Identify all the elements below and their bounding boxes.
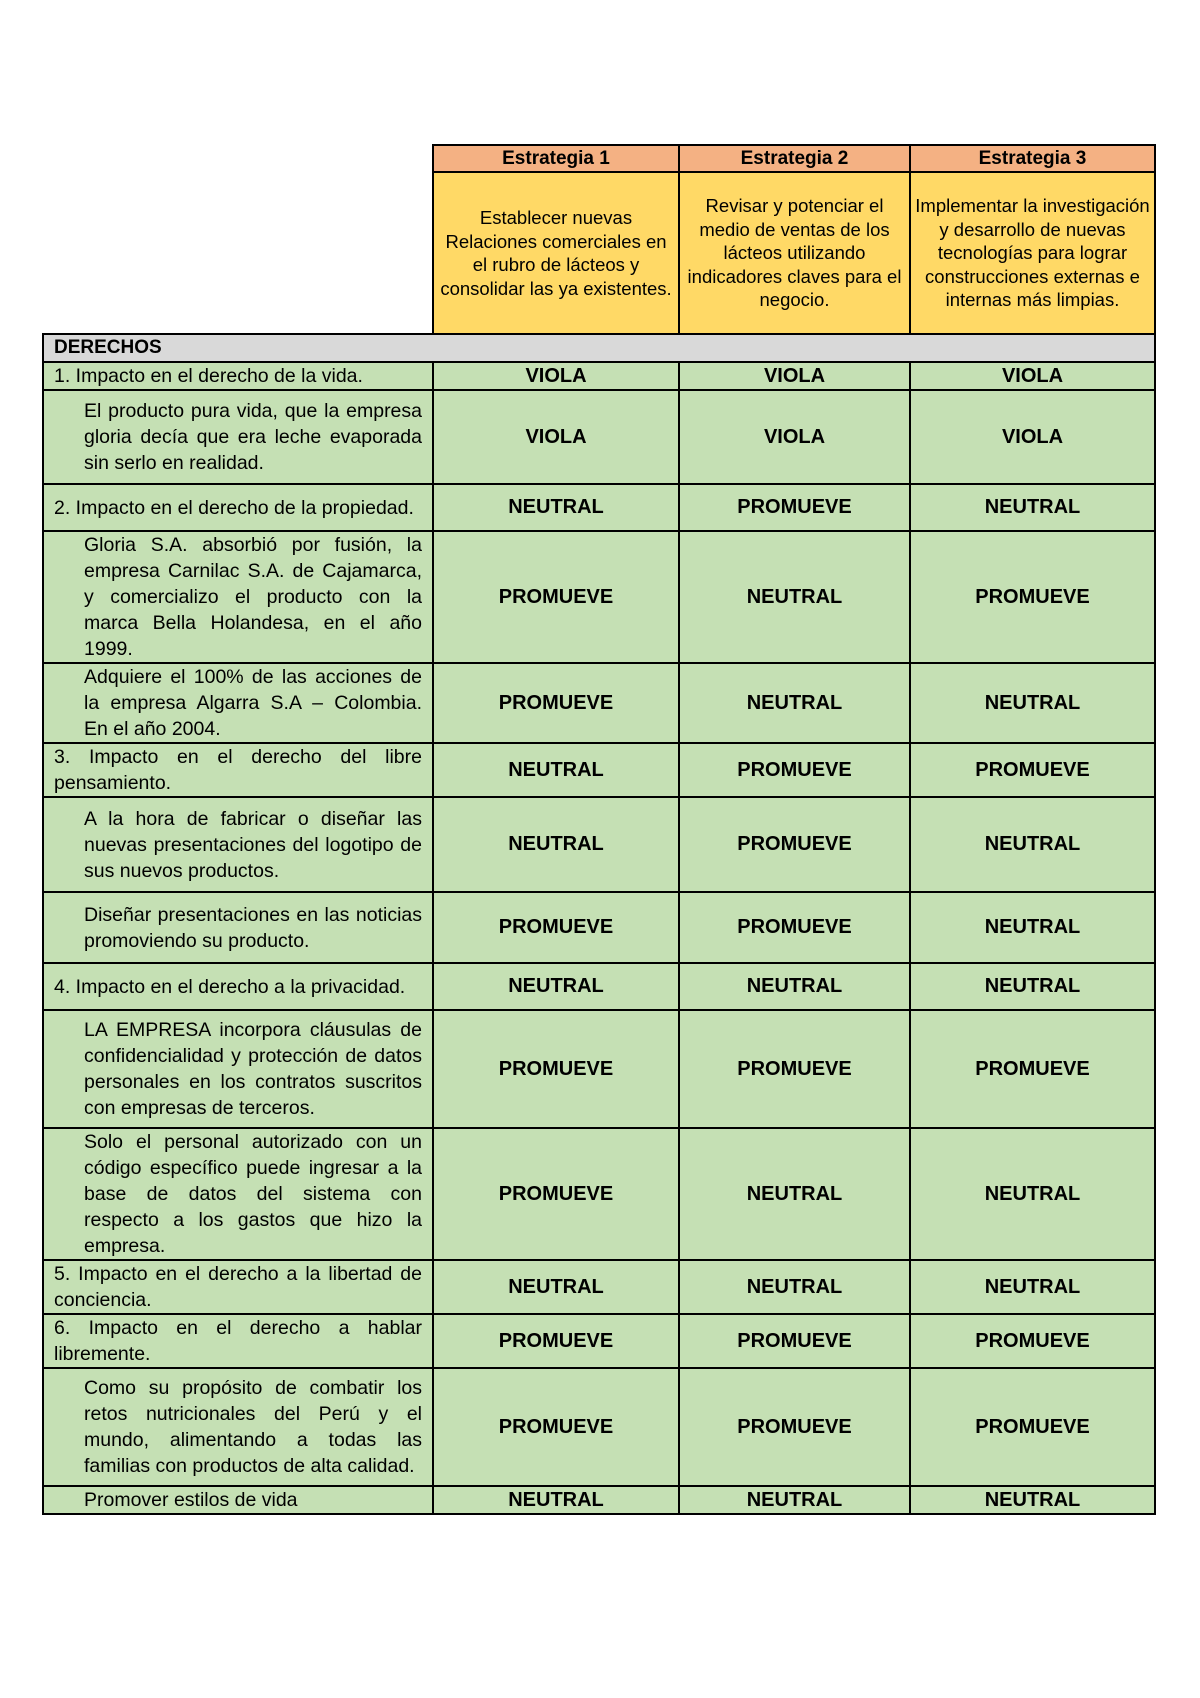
table-row (43, 892, 1155, 963)
strategy-1-assessment: PROMUEVE (433, 531, 679, 663)
strategy-2-assessment: PROMUEVE (679, 1368, 910, 1486)
strategy-2-title: Estrategia 2 (679, 145, 910, 172)
row-right-label: 4. Impacto en el derecho a la privacidad. (43, 963, 433, 1010)
strategy-2-assessment: NEUTRAL (679, 1260, 910, 1314)
section-header-row (43, 334, 1155, 362)
table-row (43, 1128, 1155, 1260)
strategy-1-assessment: PROMUEVE (433, 1010, 679, 1128)
row-detail-label: Gloria S.A. absorbió por fusión, la empresa Carnilac S.A. de Cajamarca, y comercializo el producto con la marca Bella Holandesa, en el año 1999. (43, 531, 433, 663)
row-right-label: 3. Impacto en el derecho del libre pensamiento. (43, 743, 433, 797)
strategy-3-assessment: NEUTRAL (910, 892, 1155, 963)
table-row (43, 1260, 1155, 1314)
strategy-title-row (43, 145, 1155, 172)
empty-corner-cell (43, 145, 433, 334)
table-row (43, 531, 1155, 663)
row-right-label: 1. Impacto en el derecho de la vida. (43, 362, 433, 390)
strategy-2-assessment: PROMUEVE (679, 743, 910, 797)
table-row (43, 1010, 1155, 1128)
row-detail-label: Como su propósito de combatir los retos nutricionales del Perú y el mundo, alimentando a todas las familias con productos de alta calidad. (43, 1368, 433, 1486)
strategy-3-assessment: PROMUEVE (910, 1368, 1155, 1486)
strategy-3-assessment: NEUTRAL (910, 1260, 1155, 1314)
strategy-2-assessment: PROMUEVE (679, 797, 910, 892)
table-row (43, 1486, 1155, 1514)
strategy-1-assessment: NEUTRAL (433, 743, 679, 797)
table-row (43, 963, 1155, 1010)
strategy-1-assessment: PROMUEVE (433, 892, 679, 963)
strategy-3-assessment: NEUTRAL (910, 963, 1155, 1010)
strategy-2-assessment: NEUTRAL (679, 531, 910, 663)
strategy-2-assessment: VIOLA (679, 362, 910, 390)
row-detail-label: LA EMPRESA incorpora cláusulas de confidencialidad y protección de datos personales en los contratos suscritos con empresas de terceros. (43, 1010, 433, 1128)
section-title: DERECHOS (43, 334, 1155, 362)
rights-strategy-matrix (42, 144, 1156, 1515)
table-row (43, 390, 1155, 484)
strategy-3-assessment: VIOLA (910, 390, 1155, 484)
table-row (43, 484, 1155, 531)
table-row (43, 1314, 1155, 1368)
strategy-2-assessment: NEUTRAL (679, 963, 910, 1010)
strategy-1-title: Estrategia 1 (433, 145, 679, 172)
strategy-3-title: Estrategia 3 (910, 145, 1155, 172)
strategy-1-assessment: PROMUEVE (433, 1128, 679, 1260)
strategy-1-assessment: NEUTRAL (433, 1486, 679, 1514)
strategy-3-assessment: NEUTRAL (910, 484, 1155, 531)
strategy-2-assessment: NEUTRAL (679, 1128, 910, 1260)
table-row (43, 1368, 1155, 1486)
strategy-1-description: Establecer nuevas Relaciones comerciales en el rubro de lácteos y consolidar las ya existentes. (433, 172, 679, 334)
strategy-2-assessment: NEUTRAL (679, 1486, 910, 1514)
row-right-label: 6. Impacto en el derecho a hablar libremente. (43, 1314, 433, 1368)
row-detail-label: El producto pura vida, que la empresa gloria decía que era leche evaporada sin serlo en realidad. (43, 390, 433, 484)
strategy-1-assessment: PROMUEVE (433, 1314, 679, 1368)
table-row (43, 663, 1155, 743)
row-detail-label: Diseñar presentaciones en las noticias promoviendo su producto. (43, 892, 433, 963)
strategy-3-assessment: PROMUEVE (910, 1314, 1155, 1368)
strategy-1-assessment: NEUTRAL (433, 1260, 679, 1314)
strategy-3-assessment: NEUTRAL (910, 663, 1155, 743)
strategy-1-assessment: NEUTRAL (433, 963, 679, 1010)
strategy-3-assessment: NEUTRAL (910, 1128, 1155, 1260)
strategy-3-assessment: PROMUEVE (910, 531, 1155, 663)
row-right-label: 2. Impacto en el derecho de la propiedad. (43, 484, 433, 531)
strategy-2-description: Revisar y potenciar el medio de ventas de los lácteos utilizando indicadores claves para el negocio. (679, 172, 910, 334)
table-row (43, 743, 1155, 797)
strategy-1-assessment: PROMUEVE (433, 1368, 679, 1486)
strategy-3-assessment: NEUTRAL (910, 1486, 1155, 1514)
strategy-1-assessment: NEUTRAL (433, 797, 679, 892)
strategy-2-assessment: PROMUEVE (679, 1314, 910, 1368)
strategy-2-assessment: PROMUEVE (679, 484, 910, 531)
strategy-2-assessment: VIOLA (679, 390, 910, 484)
table-row (43, 797, 1155, 892)
strategy-3-assessment: PROMUEVE (910, 743, 1155, 797)
strategy-3-assessment: PROMUEVE (910, 1010, 1155, 1128)
row-detail-label: Solo el personal autorizado con un código específico puede ingresar a la base de datos del sistema con respecto a los gastos que hizo la empresa. (43, 1128, 433, 1260)
table-row (43, 362, 1155, 390)
strategy-3-assessment: NEUTRAL (910, 797, 1155, 892)
strategy-2-assessment: NEUTRAL (679, 663, 910, 743)
strategy-3-description: Implementar la investigación y desarrollo de nuevas tecnologías para lograr construcciones externas e internas más limpias. (910, 172, 1155, 334)
row-right-label: 5. Impacto en el derecho a la libertad de conciencia. (43, 1260, 433, 1314)
row-detail-label: Adquiere el 100% de las acciones de la empresa Algarra S.A – Colombia. En el año 2004. (43, 663, 433, 743)
row-detail-label: Promover estilos de vida (43, 1486, 433, 1514)
strategy-2-assessment: PROMUEVE (679, 1010, 910, 1128)
strategy-3-assessment: VIOLA (910, 362, 1155, 390)
row-detail-label: A la hora de fabricar o diseñar las nuevas presentaciones del logotipo de sus nuevos productos. (43, 797, 433, 892)
strategy-1-assessment: VIOLA (433, 362, 679, 390)
strategy-2-assessment: PROMUEVE (679, 892, 910, 963)
strategy-1-assessment: VIOLA (433, 390, 679, 484)
strategy-1-assessment: NEUTRAL (433, 484, 679, 531)
strategy-1-assessment: PROMUEVE (433, 663, 679, 743)
